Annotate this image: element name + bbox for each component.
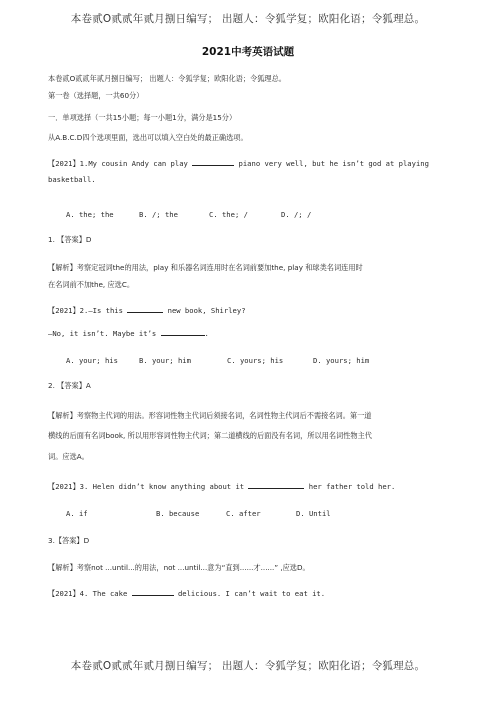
answer-blank (132, 588, 174, 596)
question-1-line-1 (48, 158, 453, 169)
option-d: D. /; / (281, 210, 312, 219)
question-1-analysis-2: 在名词前不加the, 应选C。 (48, 280, 135, 289)
page-footer: 本卷贰O贰贰年贰月捌日编写； 出题人：令狐学复；欧阳化语；令狐理总。 (70, 660, 426, 672)
volume-heading: 第一卷（选择题，一共60分） (48, 91, 144, 100)
option-c: C. after (226, 509, 261, 518)
question-2-reply: —No, it isn’t. Maybe it’s (48, 329, 157, 338)
question-2-stem-cont: new book, Shirley? (167, 306, 246, 315)
question-3-answer: 3.【答案】D (48, 536, 90, 545)
option-d: D. Until (296, 509, 331, 518)
answer-blank (161, 328, 205, 336)
option-b: B. your; him (139, 356, 191, 365)
answer-blank (192, 158, 234, 166)
option-a: A. the; the (66, 210, 114, 219)
question-2-stem: 【2021】2.—Is this (48, 306, 123, 315)
answer-blank (248, 481, 304, 489)
answer-blank (127, 305, 163, 313)
question-2-analysis-3: 词。应选A。 (48, 452, 89, 461)
question-1-stem-cont: piano very well, but he isn’t god at playing (238, 159, 429, 168)
question-1-stem: 【2021】1.My cousin Andy can play (48, 159, 188, 168)
page-header: 本卷贰O贰贰年贰月捌日编写； 出题人：令狐学复；欧阳化语；令狐理总。 (70, 13, 426, 25)
question-1-options (66, 210, 471, 220)
question-2-options (66, 356, 471, 366)
option-a: A. your; his (66, 356, 118, 365)
question-4-line-1 (48, 588, 453, 599)
question-3-stem-cont: her father told her. (308, 482, 396, 491)
question-3-line-1 (48, 481, 453, 492)
option-c: C. yours; his (227, 356, 284, 365)
question-1-answer: 1. 【答案】D (48, 235, 92, 244)
question-2-analysis-1: 【解析】考察物主代词的用法。形容词性物主代词后须接名词，名词性物主代词后不需接名词。第一道 (48, 411, 372, 420)
question-3-options (66, 509, 471, 519)
page-title: 2021中考英语试题 (201, 46, 295, 58)
question-2-line-1 (48, 305, 453, 316)
question-3-stem: 【2021】3. Helen didn’t know anything about it (48, 482, 245, 491)
period: . (204, 329, 209, 338)
option-a: A. if (66, 509, 88, 518)
option-d: D. yours; him (313, 356, 370, 365)
question-4-stem: 【2021】4. The cake (48, 589, 128, 598)
meta-line: 本卷贰O贰贰年贰月捌日编写； 出题人：令狐学复；欧阳化语；令狐理总。 (48, 74, 286, 83)
option-b: B. because (156, 509, 200, 518)
question-1-line-2: basketball. (48, 175, 96, 184)
question-1-analysis-1: 【解析】考察定冠词the的用法，play 和乐器名词连用时在名词前要加the, play 和球类名词连用时 (48, 263, 363, 272)
question-2-answer: 2. 【答案】A (48, 381, 91, 390)
instruction-text: 从A.B.C.D四个选项里面，选出可以填入空白处的最正确选项。 (48, 133, 248, 142)
question-2-line-2 (48, 328, 453, 339)
question-4-stem-cont: delicious. I can’t wait to eat it. (177, 589, 326, 598)
section-heading: 一．单项选择（一共15小题；每一小题1分，满分是15分） (48, 113, 237, 122)
question-3-analysis-1: 【解析】考察not ...until...的用法，not ...until...意为“直到......才......” ,应选D。 (48, 563, 310, 572)
option-b: B. /; the (139, 210, 178, 219)
question-2-analysis-2: 横线的后面有名词book, 所以用形容词性物主代词；第二道横线的后面没有名词，所以用名词性物主代 (48, 431, 372, 440)
option-c: C. the; / (209, 210, 248, 219)
